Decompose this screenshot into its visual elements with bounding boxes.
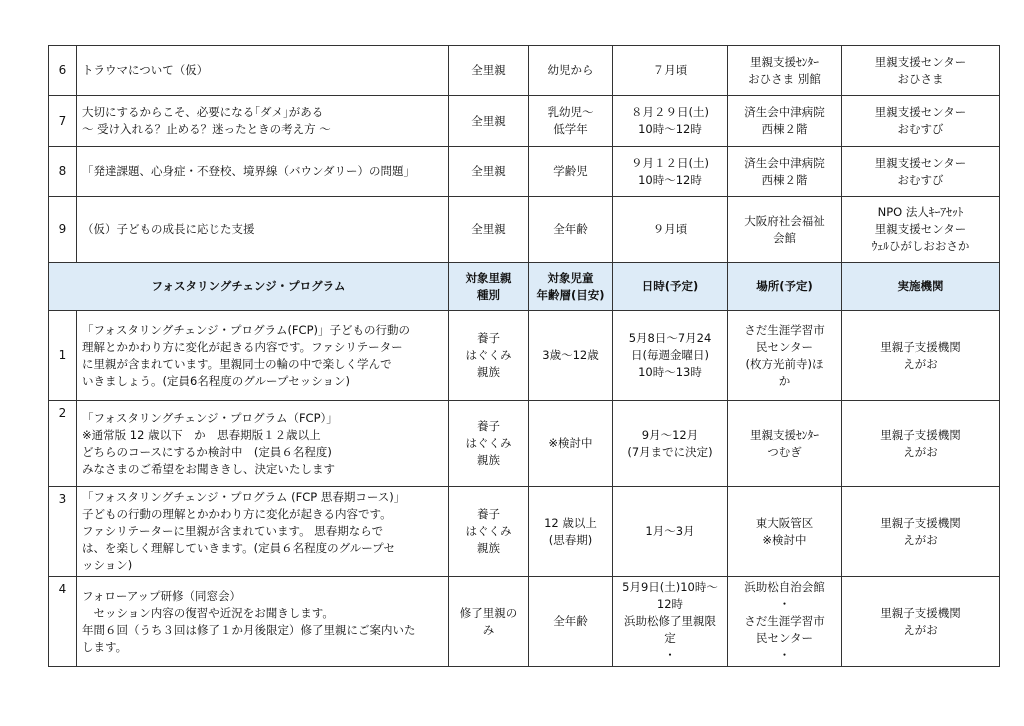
row-age-line: 全年齢: [553, 222, 588, 236]
row-title: [77, 147, 449, 197]
row-org: [842, 401, 1000, 487]
header-program: フォスタリングチェンジ・プログラム: [49, 263, 449, 311]
row-title-line: に里親が含まれています。里親同士の輪の中で楽しく学んで: [82, 356, 392, 371]
row-target: [449, 401, 529, 487]
row-title-line: みなさまのご希望をお聞ききし、決定いたします: [82, 461, 335, 476]
row-org-line: ｳｪﾙひがしおおさか: [871, 239, 970, 253]
row-title-line: （仮）子どもの成長に応じた支援: [82, 222, 255, 236]
row-date-line: (7月までに決定): [627, 444, 713, 459]
training-schedule-table: [48, 45, 1000, 667]
row-place: [728, 147, 842, 197]
row-title-line: どちらのコースにするか検討中 (定員６名程度): [82, 444, 332, 459]
row-target-line: 全里親: [471, 63, 506, 77]
row-title: [77, 487, 449, 577]
row-age-line: 全年齢: [553, 614, 588, 628]
row-title-line: セッション内容の復習や近況をお聞きします。: [82, 605, 334, 620]
row-date-line: 浜助松修了里親限: [624, 614, 716, 628]
row-place-line: 済生会中津病院: [744, 155, 825, 170]
row-age-line: ※検討中: [548, 436, 593, 450]
row-place-line: おひさま 別館: [748, 71, 821, 86]
row-place-line: さだ生涯学習市: [744, 322, 825, 337]
row-date: [613, 197, 728, 263]
row-target: [449, 147, 529, 197]
row-number: 3: [49, 487, 77, 577]
header-org: 実施機関: [842, 263, 1000, 311]
row-org-line: 里親支援センター: [874, 54, 967, 69]
row-target-line: はぐくみ: [465, 348, 512, 362]
row-number: 9: [49, 197, 77, 263]
row-age-line: 3歳～12歳: [542, 348, 599, 362]
row-title: [77, 311, 449, 401]
row-target-line: 全里親: [471, 222, 506, 236]
row-org-line: 里親子支援機関: [880, 427, 961, 442]
row-date-line: 1月～3月: [645, 524, 695, 538]
row-date-line: 10時～12時: [638, 122, 702, 136]
row-title-line: トラウマについて（仮）: [82, 63, 209, 77]
header-age: [529, 263, 613, 311]
row-date: [613, 577, 728, 667]
row-place-line: (枚方光前寺)ほ: [745, 356, 824, 371]
row-date: [613, 96, 728, 147]
row-date: [613, 147, 728, 197]
row-title-line: は、を楽しく理解していきます。(定員６名程度のグループセ: [82, 541, 396, 555]
row-org-line: 里親子支援機関: [880, 605, 961, 620]
row-title-line: 「フォスタリングチェンジ・プログラム(FCP)」子どもの行動の: [82, 322, 410, 337]
row-target-line: 全里親: [471, 164, 506, 178]
row-place-line: 会館: [773, 230, 796, 245]
row-place-line: 済生会中津病院: [744, 105, 825, 119]
row-title-line: 「フォスタリングチェンジ・プログラム（FCP）」: [82, 410, 338, 425]
row-title-line: ※通常版 12 歳以下 か 思春期版１２歳以上: [82, 427, 321, 442]
row-place-line: 民センター: [755, 631, 814, 645]
row-date: [613, 46, 728, 96]
row-title-line: します。: [82, 639, 128, 654]
row-age-line: 12 歳以上: [544, 515, 597, 530]
row-target: [449, 487, 529, 577]
row-date-line: 12時: [656, 597, 684, 611]
header-target-line: 対象里親: [465, 270, 512, 285]
row-date-line: 日(毎週金曜日): [631, 348, 709, 362]
table-row: [49, 577, 1000, 667]
row-org-line: おむすび: [897, 122, 944, 136]
row-place-line: つむぎ: [767, 444, 802, 459]
row-date: [613, 487, 728, 577]
row-org: [842, 46, 1000, 96]
table-row: [49, 487, 1000, 577]
row-place-line: 民センター: [755, 339, 814, 354]
row-age-line: 低学年: [553, 122, 588, 136]
row-date-line: ９月１２日(土): [631, 155, 709, 170]
row-place-line: 大阪府社会福祉: [744, 213, 825, 228]
row-target-line: 養子: [477, 419, 500, 433]
row-title-line: ～ 受け入れる？止める？迷ったときの考え方 ～: [82, 122, 331, 136]
row-title: [77, 197, 449, 263]
row-date: [613, 311, 728, 401]
row-org-line: おひさま: [897, 71, 944, 86]
row-org: [842, 577, 1000, 667]
row-org-line: 里親支援センター: [874, 155, 967, 170]
row-date-line: ９月頃: [652, 222, 688, 236]
row-place: [728, 96, 842, 147]
row-target-line: 親族: [477, 365, 500, 379]
schedule-rows-bottom: [49, 311, 1000, 667]
row-org-line: おむすび: [897, 172, 944, 187]
row-org-line: えがお: [903, 532, 938, 547]
row-title-line: フォローアップ研修（同窓会）: [82, 588, 242, 603]
row-date-line: ７月頃: [652, 63, 688, 77]
table-row: [49, 46, 1000, 96]
row-org-line: 里親子支援機関: [880, 515, 961, 530]
row-age: [529, 311, 613, 401]
row-target: [449, 311, 529, 401]
row-org: [842, 197, 1000, 263]
header-place: 場所(予定): [728, 263, 842, 311]
row-org: [842, 96, 1000, 147]
row-place-line: 東大阪管区: [755, 515, 814, 530]
row-age: [529, 487, 613, 577]
row-age: [529, 197, 613, 263]
row-place-line: 西棟２階: [761, 172, 808, 187]
row-title-line: ファシリテーターに里親が含まれています。 思春期ならで: [82, 524, 384, 538]
row-age-line: (思春期): [548, 532, 593, 547]
row-number: 6: [49, 46, 77, 96]
row-number: 2: [49, 401, 77, 487]
row-place-line: ・: [778, 648, 791, 662]
row-date-line: 9月～12月: [641, 427, 699, 442]
table-header-row: [49, 263, 1000, 311]
row-date-line: ８月２９日(土): [631, 105, 709, 119]
row-org-line: えがお: [903, 622, 938, 637]
row-target: [449, 46, 529, 96]
row-target: [449, 197, 529, 263]
row-place: [728, 487, 842, 577]
row-target-line: はぐくみ: [465, 436, 512, 450]
table-row: [49, 401, 1000, 487]
row-place: [728, 197, 842, 263]
row-title-line: 子どもの行動の理解とかかわり方に変化が起きる内容です。: [82, 507, 392, 521]
row-org: [842, 487, 1000, 577]
row-age-line: 学齢児: [553, 164, 588, 178]
schedule-rows-top: [49, 46, 1000, 263]
row-target-line: はぐくみ: [465, 524, 512, 538]
row-title: [77, 46, 449, 96]
row-place-line: 里親支援ｾﾝﾀｰ: [750, 427, 819, 442]
row-org-line: えがお: [903, 356, 938, 371]
row-age-line: 幼児から: [547, 63, 594, 77]
row-place-line: 里親支援ｾﾝﾀｰ: [750, 54, 819, 69]
row-date-line: 定: [664, 631, 676, 645]
row-title-line: 理解とかかわり方に変化が起きる内容です。ファシリテーター: [82, 339, 403, 354]
row-org-line: 里親子支援機関: [880, 339, 961, 354]
row-date-line: ・: [664, 648, 676, 662]
row-place: [728, 577, 842, 667]
row-place: [728, 401, 842, 487]
row-org: [842, 311, 1000, 401]
row-place-line: 西棟２階: [761, 122, 808, 136]
row-number: 7: [49, 96, 77, 147]
row-target-line: 養子: [477, 507, 500, 521]
table-row: [49, 311, 1000, 401]
row-org-line: 里親支援センター: [874, 105, 967, 119]
row-target-line: 親族: [477, 453, 500, 467]
row-title: [77, 96, 449, 147]
row-age: [529, 46, 613, 96]
row-target-line: み: [482, 622, 495, 637]
row-age: [529, 577, 613, 667]
row-target: [449, 96, 529, 147]
header-date: 日時(予定): [613, 263, 728, 311]
row-title-line: いきましょう。(定員6名程度のグループセッション): [82, 373, 351, 388]
table-row: [49, 197, 1000, 263]
fcp-header: [49, 263, 1000, 311]
row-date-line: 5月9日(土)10時～: [622, 580, 718, 594]
row-target-line: 養子: [477, 331, 500, 345]
row-title-line: 「発達課題、心身症・不登校、境界線（バウンダリー）の問題」: [82, 164, 416, 178]
header-target: [449, 263, 529, 311]
row-date-line: 10時～12時: [638, 172, 702, 187]
header-age-line: 対象児童: [547, 270, 594, 285]
row-org: [842, 147, 1000, 197]
row-place: [728, 46, 842, 96]
table-row: [49, 147, 1000, 197]
row-target-line: 全里親: [471, 113, 506, 128]
row-age: [529, 401, 613, 487]
table-row: [49, 96, 1000, 147]
row-age-line: 乳幼児～: [547, 105, 594, 119]
row-title: [77, 577, 449, 667]
row-org-line: えがお: [903, 444, 938, 459]
header-target-line: 種別: [477, 287, 500, 302]
row-place-line: か: [778, 373, 791, 388]
row-title: [77, 401, 449, 487]
row-title-line: 「フォスタリングチェンジ・プログラム (FCP 思春期コース)」: [82, 490, 406, 504]
row-place-line: さだ生涯学習市: [744, 614, 825, 628]
row-title-line: 年間６回（うち３回は修了１か月後限定）修了里親にご案内いた: [82, 622, 416, 637]
row-date-line: 10時～13時: [638, 365, 702, 379]
row-date-line: 5月8日～7月24: [628, 331, 712, 345]
row-number: 8: [49, 147, 77, 197]
row-org-line: 里親支援センター: [874, 222, 967, 236]
header-age-line: 年齢層(目安): [536, 287, 605, 302]
row-target-line: 修了里親の: [459, 605, 518, 620]
row-place: [728, 311, 842, 401]
row-age: [529, 96, 613, 147]
row-org-line: NPO 法人ｷｰｱｾｯﾄ: [877, 205, 964, 219]
row-target-line: 親族: [477, 541, 500, 555]
row-place-line: ・: [778, 597, 791, 611]
row-place-line: ※検討中: [762, 532, 807, 547]
row-number: 1: [49, 311, 77, 401]
row-date: [613, 401, 728, 487]
row-number: 4: [49, 577, 77, 667]
row-place-line: 浜助松自治会館: [744, 580, 825, 594]
row-title-line: 大切にするからこそ、必要になる｢ダメ｣がある: [82, 105, 324, 119]
row-age: [529, 147, 613, 197]
row-title-line: ッション): [82, 558, 133, 572]
row-target: [449, 577, 529, 667]
